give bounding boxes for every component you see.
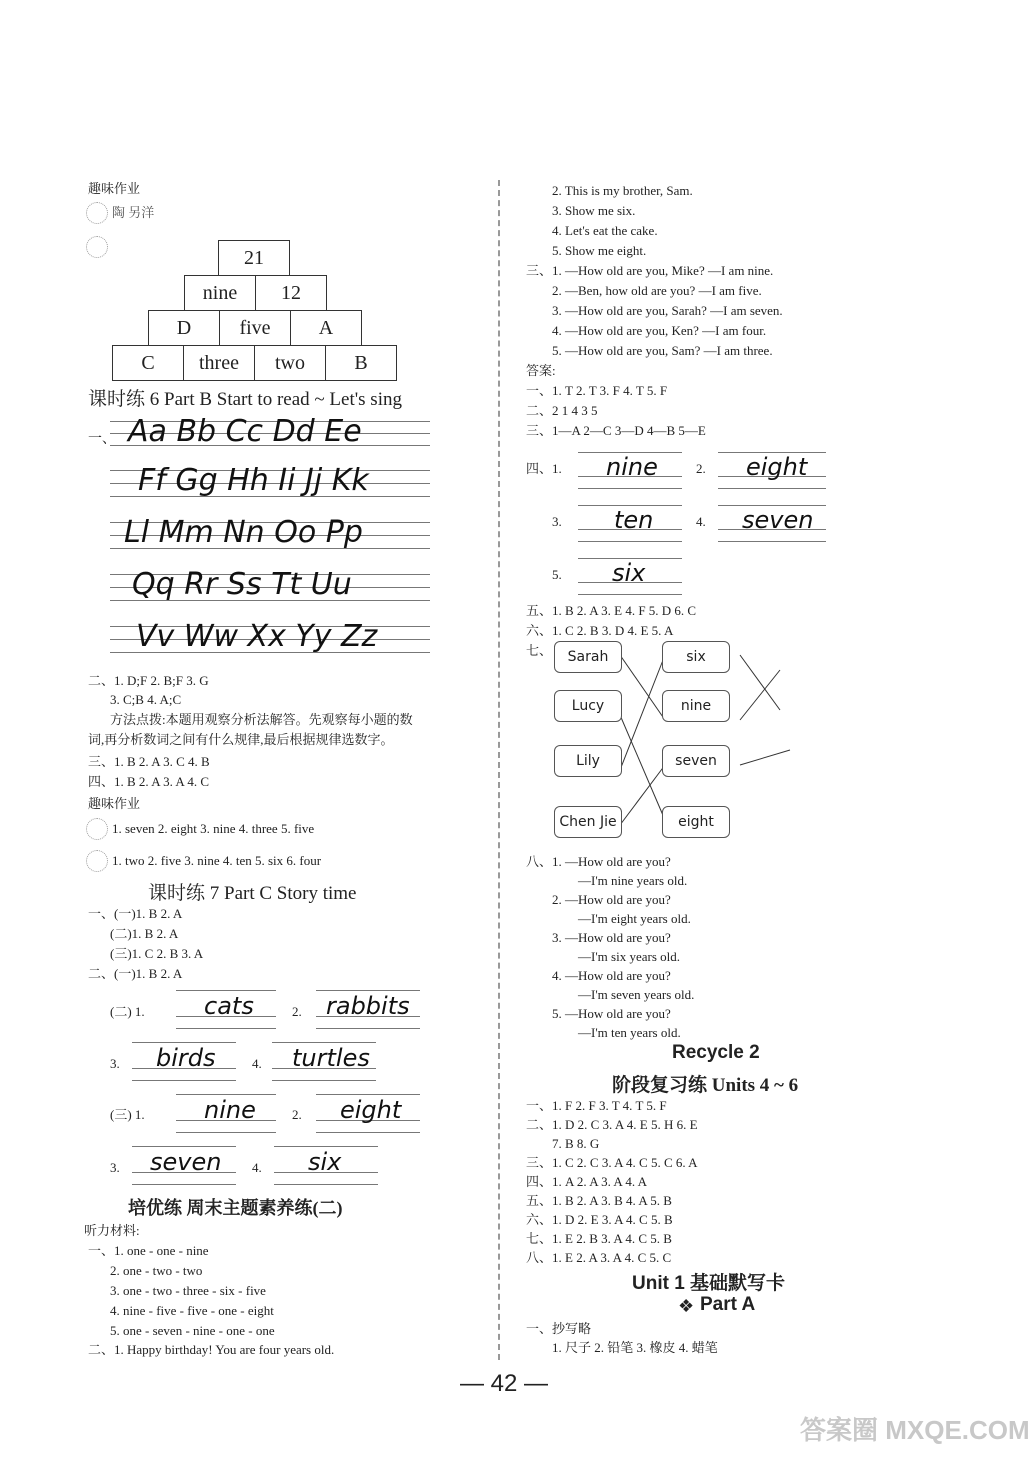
answer-line: 八、1. E 2. A 3. A 4. C 5. C: [526, 1250, 672, 1265]
answer-line: 二、(一)1. B 2. A: [88, 966, 183, 981]
alphabet-row: Qq Rr Ss Tt Uu: [132, 567, 352, 602]
alphabet-row: Vv Ww Xx Yy Zz: [136, 619, 378, 654]
written-answer: seven: [742, 506, 814, 534]
listening-line: 二、1. Happy birthday! You are four years old.: [88, 1342, 335, 1357]
answer-label: (三) 1.: [110, 1107, 145, 1122]
written-answer: cats: [204, 992, 254, 1020]
dialog-line: —I'm ten years old.: [578, 1025, 681, 1040]
listening-line: 5. Show me eight.: [552, 243, 647, 258]
written-answer: seven: [150, 1148, 222, 1176]
watermark: 答案圈 MXQE.COM: [800, 1415, 1030, 1445]
answer-line: 1. two 2. five 3. nine 4. ten 5. six 6. four: [112, 853, 322, 868]
listening-line: 2. —Ben, how old are you? —I am five.: [552, 283, 762, 298]
listening-line: 3. one - two - three - six - five: [110, 1283, 266, 1298]
number-box: six: [662, 641, 730, 673]
written-answer: nine: [606, 453, 658, 481]
flower-icon: [86, 236, 108, 258]
answer-label: 4.: [252, 1056, 262, 1071]
pyramid-cell: five: [219, 310, 291, 346]
unit-title: Unit 1 基础默写卡: [632, 1273, 786, 1294]
listening-line: 4. Let's eat the cake.: [552, 223, 658, 238]
pyramid-cell: 12: [255, 275, 327, 311]
answer-label: 4.: [252, 1160, 262, 1175]
written-answer: nine: [204, 1096, 256, 1124]
dialog-line: 八、1. —How old are you?: [526, 854, 671, 869]
dialog-line: 4. —How old are you?: [552, 968, 671, 983]
page-number: — 42 —: [460, 1370, 549, 1397]
answer-line: 七、1. E 2. B 3. A 4. C 5. B: [526, 1231, 672, 1246]
listening-line: 3. Show me six.: [552, 203, 636, 218]
method-tip: 方法点拨:本题用观察分析法解答。先观察每小题的数: [110, 712, 413, 727]
answer-label: 3.: [552, 514, 562, 529]
number-box: eight: [662, 806, 730, 838]
answer-line: 六、1. C 2. B 3. D 4. E 5. A: [526, 623, 674, 638]
pyramid-cell: three: [183, 345, 255, 381]
answer-line: 三、1—A 2—C 3—D 4—B 5—E: [526, 423, 706, 438]
stage-title: 阶段复习练 Units 4 ~ 6: [612, 1075, 799, 1096]
answer-line: (三)1. C 2. B 3. A: [110, 946, 204, 961]
flower-icon: [86, 818, 108, 840]
listening-line: 2. This is my brother, Sam.: [552, 183, 693, 198]
answer-label: 4.: [696, 514, 706, 529]
answer-line: 一、1. T 2. T 3. F 4. T 5. F: [526, 383, 668, 398]
dialog-line: —I'm eight years old.: [578, 911, 691, 926]
answer-line: 三、1. B 2. A 3. C 4. B: [88, 754, 210, 769]
answer-label: 3.: [110, 1160, 120, 1175]
answer-label: 2.: [292, 1004, 302, 1019]
number-box: nine: [662, 690, 730, 722]
pyramid-cell: 21: [218, 240, 290, 276]
answer-label: 七、: [526, 643, 553, 658]
pyramid-cell: two: [254, 345, 326, 381]
answer-line: 一、抄写略: [526, 1321, 592, 1336]
name-box: Chen Jie: [554, 806, 622, 838]
fun-homework-sub: 陶 另洋: [112, 205, 155, 220]
fun-homework-title: 趣味作业: [88, 181, 141, 196]
listening-line: 三、1. —How old are you, Mike? —I am nine.: [526, 263, 774, 278]
answer-line: 四、1. A 2. A 3. A 4. A: [526, 1174, 647, 1189]
answer-label: 四、1.: [526, 461, 562, 476]
answer-line: 六、1. D 2. E 3. A 4. C 5. B: [526, 1212, 673, 1227]
answer-line: 二、1. D 2. C 3. A 4. E 5. H 6. E: [526, 1117, 698, 1132]
section-title: 培优练 周末主题素养练(二): [128, 1198, 343, 1218]
pyramid-cell: A: [290, 310, 362, 346]
column-divider: [498, 180, 500, 1360]
answer-line: 1. seven 2. eight 3. nine 4. three 5. five: [112, 821, 315, 836]
written-answer: turtles: [292, 1044, 370, 1072]
name-box: Lucy: [554, 690, 622, 722]
written-answer: six: [612, 559, 646, 587]
answer-label: 2.: [696, 461, 706, 476]
answer-line: 四、1. B 2. A 3. A 4. C: [88, 774, 209, 789]
answer-line: (二)1. B 2. A: [110, 926, 179, 941]
listening-line: 3. —How old are you, Sarah? —I am seven.: [552, 303, 783, 318]
pyramid-cell: D: [148, 310, 220, 346]
answer-line: 五、1. B 2. A 3. E 4. F 5. D 6. C: [526, 603, 697, 618]
fun-homework-title: 趣味作业: [88, 796, 141, 811]
part-title: Part A: [700, 1294, 756, 1315]
answer-line: 3. C;B 4. A;C: [110, 692, 182, 707]
answer-title: 答案:: [526, 363, 556, 378]
listening-line: 4. —How old are you, Ken? —I am four.: [552, 323, 767, 338]
answer-line: 五、1. B 2. A 3. B 4. A 5. B: [526, 1193, 672, 1208]
flower-icon: [86, 850, 108, 872]
name-box: Lily: [554, 745, 622, 777]
answer-line: 二、1. D;F 2. B;F 3. G: [88, 673, 209, 688]
answer-label: (二) 1.: [110, 1004, 145, 1019]
answer-line: 1. 尺子 2. 铅笔 3. 橡皮 4. 蜡笔: [552, 1340, 718, 1355]
answer-label: 3.: [110, 1056, 120, 1071]
listening-line: 4. nine - five - five - one - eight: [110, 1303, 274, 1318]
listening-line: 5. one - seven - nine - one - one: [110, 1323, 275, 1338]
name-box: Sarah: [554, 641, 622, 673]
written-answer: six: [308, 1148, 342, 1176]
answer-line: 7. B 8. G: [552, 1136, 600, 1151]
answer-line: 三、1. C 2. C 3. A 4. C 5. C 6. A: [526, 1155, 698, 1170]
flower-icon: [86, 202, 108, 224]
written-answer: eight: [340, 1096, 402, 1124]
pyramid-cell: nine: [184, 275, 256, 311]
question-number: 一、: [88, 432, 116, 447]
dialog-line: —I'm seven years old.: [578, 987, 695, 1002]
written-answer: rabbits: [326, 992, 410, 1020]
recycle-title: Recycle 2: [672, 1042, 760, 1063]
written-answer: ten: [614, 506, 654, 534]
dialog-line: 2. —How old are you?: [552, 892, 671, 907]
written-answer: eight: [746, 453, 808, 481]
dialog-line: 5. —How old are you?: [552, 1006, 671, 1021]
listening-line: 5. —How old are you, Sam? —I am three.: [552, 343, 773, 358]
listening-title: 听力材料:: [84, 1223, 140, 1238]
answer-label: 5.: [552, 567, 562, 582]
lesson6-title: 课时练 6 Part B Start to read ~ Let's sing: [88, 389, 402, 410]
pyramid-cell: C: [112, 345, 184, 381]
answer-line: 二、2 1 4 3 5: [526, 403, 598, 418]
alphabet-row: Ff Gg Hh Ii Jj Kk: [138, 463, 369, 498]
alphabet-row: Aa Bb Cc Dd Ee: [128, 414, 362, 449]
lesson7-title: 课时练 7 Part C Story time: [148, 883, 357, 904]
alphabet-row: Ll Mm Nn Oo Pp: [124, 515, 363, 550]
written-answer: birds: [156, 1044, 216, 1072]
listening-line: 一、1. one - one - nine: [88, 1243, 209, 1258]
answer-label: 2.: [292, 1107, 302, 1122]
dialog-line: 3. —How old are you?: [552, 930, 671, 945]
listening-line: 2. one - two - two: [110, 1263, 203, 1278]
method-tip: 词,再分析数词之间有什么规律,最后根据规律选数字。: [88, 732, 394, 747]
pyramid-cell: B: [325, 345, 397, 381]
number-box: seven: [662, 745, 730, 777]
dialog-line: —I'm nine years old.: [578, 873, 688, 888]
dialog-line: —I'm six years old.: [578, 949, 680, 964]
answer-line: 一、1. F 2. F 3. T 4. T 5. F: [526, 1098, 667, 1113]
paw-icon: ❖: [678, 1296, 695, 1316]
answer-line: 一、(一)1. B 2. A: [88, 906, 183, 921]
